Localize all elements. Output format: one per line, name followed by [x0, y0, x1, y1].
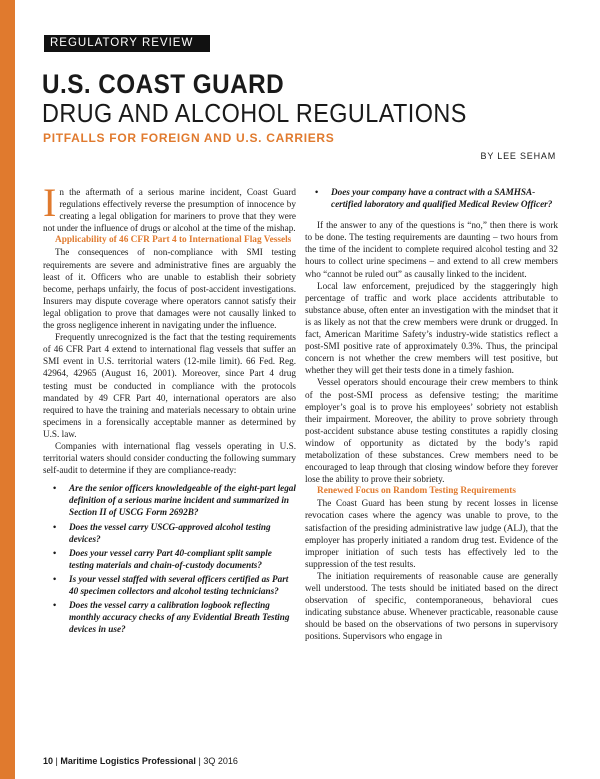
list-item: • Does your company have a contract with a SAMHSA-certified laboratory and qualified Medical Review Officer? [305, 186, 558, 210]
subtitle: PITFALLS FOR FOREIGN AND U.S. CARRIERS [43, 131, 335, 145]
list-item: • Does the vessel carry USCG-approved alcohol testing devices? [43, 521, 296, 545]
footer-separator: | [55, 756, 58, 766]
section-subhead: Renewed Focus on Random Testing Requirements [317, 486, 516, 497]
page-footer [43, 756, 238, 766]
headline-line-1: U.S. COAST GUARD [42, 69, 285, 99]
body-paragraph: The consequences of non-compliance with SMI testing requirements are severe and administrative fines are arguably the least of it. Officers who are unable to establish their sobriety become, perhaps unfairly, the focus of post-accident investigations. Insurers may dispute coverage where operators cannot satisfy their legal obligation to prove that damages were not causally linked to the gross negligence inherent in navigating under the influence. [43, 247, 296, 331]
section-subhead: Applicability of 46 CFR Part 4 to International Flag Vessels [55, 235, 292, 246]
left-column [43, 180, 296, 637]
footer-separator: | [198, 756, 201, 766]
body-paragraph: Frequently unrecognized is the fact that the testing requirements of 46 CFR Part 4 extend to international flag vessels that suffer an SMI event in U.S. territorial waters (12-mile limit). 66 Fed. Reg. 42964, 42965 (August 16, 2001). Moreover, since Part 4 drug testing must be conducted in compliance with the protocols mandated by 49 CFR Part 40, international operators are also required to have the training and materials necessary to obtain urine specimens in a forensically acceptable manner as determined by U.S. law. [43, 332, 296, 439]
self-audit-list-continued [305, 186, 558, 210]
body-paragraph: Local law enforcement, prejudiced by the staggeringly high percentage of traffic and work place accidents attributable to substance abuse, often enter an investigation with the mindset that it is as likely as not that the crew members were drunk or drugged. In fact, American Maritime Safety’s industry-wide statistics reflect a post-SMI positive rate of approximately 0.3%. Thus, the principal concern is not whether the crew members will test positive, but whether they will get their tests done in a timely fashion. [305, 280, 558, 376]
section-kicker: REGULATORY REVIEW [44, 35, 210, 52]
body-paragraph: Vessel operators should encourage their crew members to think of the post-SMI process as defensive testing; the maritime employer’s goal is to prove his employees’ sobriety not establish their impairment. Moreover, the ability to prove sobriety through post-accident substance abuse testing constitutes a rapidly closing window of opportunity as dictated by the body’s rapid metabolization of these substances. Crew members need to be encouraged to leap through that closing window before they forever lose the ability to prove their sobriety. [305, 377, 558, 485]
intro-paragraph: In the aftermath of a serious marine incident, Coast Guard regulations effectively reverse the presumption of innocence by creating a legal obligation for mariners to prove that they were not under the influence of drugs or alcohol at the time of the mishap. [43, 180, 296, 234]
body-paragraph: The initiation requirements of reasonable cause are generally well understood. The tests should be initiated based on the direct observation of specific, contemporaneous, behavioral cues indicating substance abuse. Whenever practicable, reasonable cause should be based on the observations of two persons in supervisory positions. Supervisors who engage in [305, 570, 558, 642]
list-item: • Are the senior officers knowledgeable of the eight-part legal definition of a serious marine incident and summarized in Section II of USCG Form 2692B? [43, 482, 296, 518]
page-number: 10 [43, 756, 54, 766]
issue-label: 3Q 2016 [203, 756, 238, 766]
body-paragraph: The Coast Guard has been stung by recent losses in license revocation cases where the agency was unable to prove, to the satisfaction of the presiding administrative law judge (ALJ), that the employer has properly initiated a random drug test. Evidence of the improper initiation of such tests has effectively led to the suppression of the test results. [305, 498, 558, 569]
publication-name: Maritime Logistics Professional [60, 756, 196, 766]
body-paragraph: Companies with international flag vessels operating in U.S. territorial waters should consider conducting the following summary self-audit to determine if they are compliance-ready: [43, 440, 296, 476]
byline: BY LEE SEHAM [480, 151, 556, 161]
list-item: • Is your vessel staffed with several officers certified as Part 40 specimen collectors and alcohol testing technicians? [43, 573, 296, 597]
right-column [305, 186, 558, 642]
list-item: • Does the vessel carry a calibration logbook reflecting monthly accuracy checks of any Evidential Breath Testing devices in use? [43, 599, 296, 635]
headline-line-2: DRUG AND ALCOHOL REGULATIONS [42, 98, 467, 128]
accent-side-bar [0, 0, 15, 779]
body-paragraph: If the answer to any of the questions is “no,” then there is work to be done. The testing requirements are daunting – two hours from the time of the incident to complete required alcohol testing and 32 hours to collect urine specimens – and extend to all crew members who “cannot be ruled out” as causally linked to the incident. [305, 220, 558, 279]
list-item: • Does your vessel carry Part 40-compliant split sample testing materials and chain-of-custody documents? [43, 547, 296, 571]
self-audit-list [43, 482, 296, 635]
drop-cap: I [43, 180, 57, 225]
